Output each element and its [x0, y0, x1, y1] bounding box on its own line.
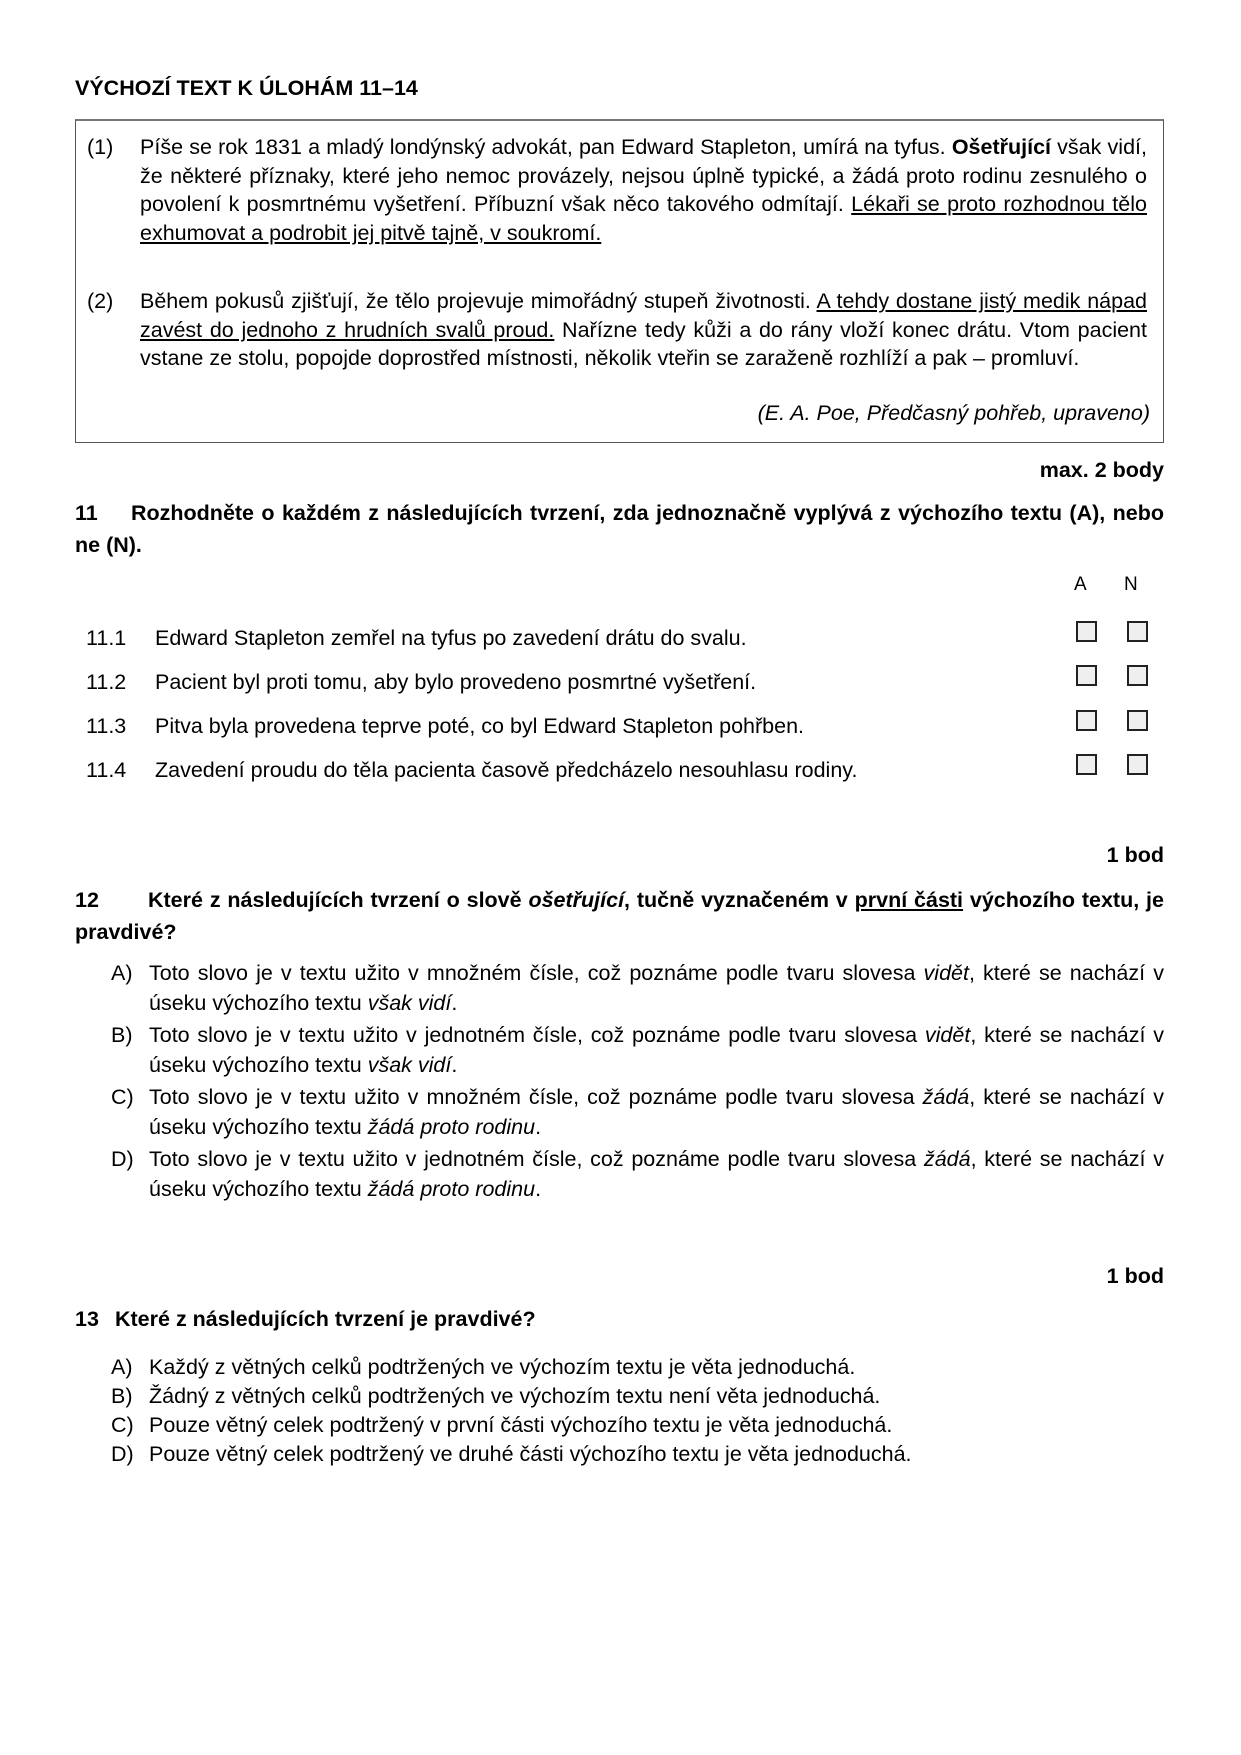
source-text-box [75, 119, 1164, 443]
question-text: Rozhodněte o každém z následujících tvrzení, zda jednoznačně vyplývá z výchozího textu (A), nebo ne (N). [75, 501, 1164, 557]
option-letter: B) [111, 1023, 133, 1047]
citation: (E. A. Poe, Předčasný pohřeb, upraveno) [757, 401, 1150, 425]
question-text-underlined: první části [854, 888, 964, 912]
text-run-italic: však vidí [367, 991, 452, 1015]
statement-text: Pacient byl proti tomu, aby bylo provedeno posmrtné vyšetření. [155, 670, 757, 694]
question-text: Které z následujících tvrzení o slově [148, 888, 529, 912]
question-number: 12 [75, 888, 99, 912]
text-run: Toto slovo je v textu užito v množném čísle, což poznáme podle tvaru slovesa [149, 961, 924, 985]
checkbox-11-2-n[interactable] [1127, 665, 1148, 686]
text-run-italic: vidět [924, 1023, 971, 1047]
option-letter: A) [111, 961, 133, 985]
option-text: Pouze větný celek podtržený v první části výchozího textu je věta jednoduchá. [149, 1413, 893, 1437]
question-text: Které z následujících tvrzení je pravdivé? [115, 1307, 536, 1331]
text-run: , které se nachází v úseku výchozího textu [149, 1023, 1164, 1077]
checkbox-11-1-n[interactable] [1127, 621, 1148, 642]
text-run-italic: žádá [922, 1085, 970, 1109]
underlined-clause-1: Lékaři se proto rozhodnou tělo exhumovat a podrobit jej pitvě tajně, v soukromí. [140, 192, 1147, 245]
paragraph-number: (1) [87, 135, 114, 159]
q13-points: 1 bod [1106, 1264, 1164, 1288]
paragraph-text [140, 133, 1147, 247]
statement-number: 11.3 [86, 714, 127, 738]
text-run: Toto slovo je v textu užito v množném čísle, což poznáme podle tvaru slovesa [149, 1085, 923, 1109]
text-run: . [451, 1053, 458, 1077]
statement-number: 11.4 [86, 758, 127, 782]
text-run: . [535, 1177, 542, 1201]
checkbox-11-1-a[interactable] [1076, 621, 1097, 642]
question-number: 11 [75, 501, 98, 525]
option-text: Každý z větných celků podtržených ve výchozím textu je věta jednoduchá. [149, 1355, 856, 1379]
option-letter: C) [111, 1413, 134, 1437]
q13-prompt [75, 1303, 1164, 1335]
text-run: Během pokusů zjišťují, že tělo projevuje mimořádný stupeň životnosti. [140, 289, 817, 313]
question-text-italic: ošetřující [528, 888, 625, 912]
text-run-italic: vidět [923, 961, 969, 985]
text-run: Píše se rok 1831 a mladý londýnský advokát, pan Edward Stapleton, umírá na tyfus. [140, 135, 952, 159]
option-letter: A) [111, 1355, 133, 1379]
question-text: , tučně vyznačeném v [624, 888, 855, 912]
text-run-italic: žádá proto rodinu [367, 1177, 536, 1201]
checkbox-11-3-a[interactable] [1076, 710, 1097, 731]
text-run: však vidí, že některé příznaky, které jeho nemoc provázely, nejsou úplně typické, a žádá proto rodinu zesnulého o povolení k posmrtnému vyšetření. Příbuzní však něco takového odmítají. [140, 135, 1147, 216]
q11-prompt [75, 497, 1164, 561]
statement-text: Pitva byla provedena teprve poté, co byl Edward Stapleton pohřben. [155, 714, 804, 738]
text-run-italic: žádá proto rodinu [367, 1115, 536, 1139]
text-run: , které se nachází v úseku výchozího textu [149, 1085, 1164, 1139]
option-text [149, 1020, 1164, 1080]
option-text: Pouze větný celek podtržený ve druhé části výchozího textu je věta jednoduchá. [149, 1442, 912, 1466]
text-run: , které se nachází v úseku výchozího textu [149, 1147, 1164, 1201]
option-text [149, 1082, 1164, 1142]
text-run: . [451, 991, 458, 1015]
text-run-italic: žádá [923, 1147, 971, 1171]
option-text: Žádný z větných celků podtržených ve výchozím textu není věta jednoduchá. [149, 1384, 881, 1408]
checkbox-11-4-n[interactable] [1127, 754, 1148, 775]
text-run: Toto slovo je v textu užito v jednotném čísle, což poznáme podle tvaru slovesa [149, 1023, 925, 1047]
paragraph-number: (2) [87, 289, 114, 313]
q12-prompt [75, 884, 1164, 948]
text-run-italic: však vidí [367, 1053, 452, 1077]
statement-number: 11.2 [86, 670, 127, 694]
question-number: 13 [75, 1307, 99, 1331]
checkbox-11-2-a[interactable] [1076, 665, 1097, 686]
paragraph-text [140, 287, 1147, 373]
statement-text: Edward Stapleton zemřel na tyfus po zavedení drátu do svalu. [155, 626, 747, 650]
checkbox-11-4-a[interactable] [1076, 754, 1097, 775]
option-letter: D) [111, 1442, 134, 1466]
q12-points: 1 bod [1106, 843, 1164, 867]
option-letter: B) [111, 1384, 133, 1408]
option-letter: D) [111, 1147, 134, 1171]
option-text [149, 958, 1164, 1018]
checkbox-11-3-n[interactable] [1127, 710, 1148, 731]
column-header-a: A [1074, 574, 1087, 595]
q11-points: max. 2 body [1039, 458, 1164, 482]
text-run: Toto slovo je v textu užito v jednotném čísle, což poznáme podle tvaru slovesa [149, 1147, 924, 1171]
underlined-clause-2: A tehdy dostane jistý medik nápad zavést do jednoho z hrudních svalů proud. [140, 289, 1147, 342]
text-run: Nařízne tedy kůži a do rány vloží konec drátu. Vtom pacient vstane ze stolu, popojde doprostřed místnosti, několik vteřin se zaraženě rozhlíží a pak – promluví. [140, 317, 1147, 370]
question-text: výchozího textu, je pravdivé? [75, 888, 1164, 944]
statement-number: 11.1 [86, 626, 127, 650]
option-letter: C) [111, 1085, 134, 1109]
statement-text: Zavedení proudu do těla pacienta časově předcházelo nesouhlasu rodiny. [155, 758, 858, 782]
column-header-n: N [1124, 574, 1138, 595]
bold-word-osetrujici: Ošetřující [951, 135, 1052, 159]
text-run: , které se nachází v úseku výchozího textu [149, 961, 1164, 1015]
section-heading: VÝCHOZÍ TEXT K ÚLOHÁM 11–14 [75, 76, 418, 100]
option-text [149, 1144, 1164, 1204]
text-run: . [535, 1115, 542, 1139]
